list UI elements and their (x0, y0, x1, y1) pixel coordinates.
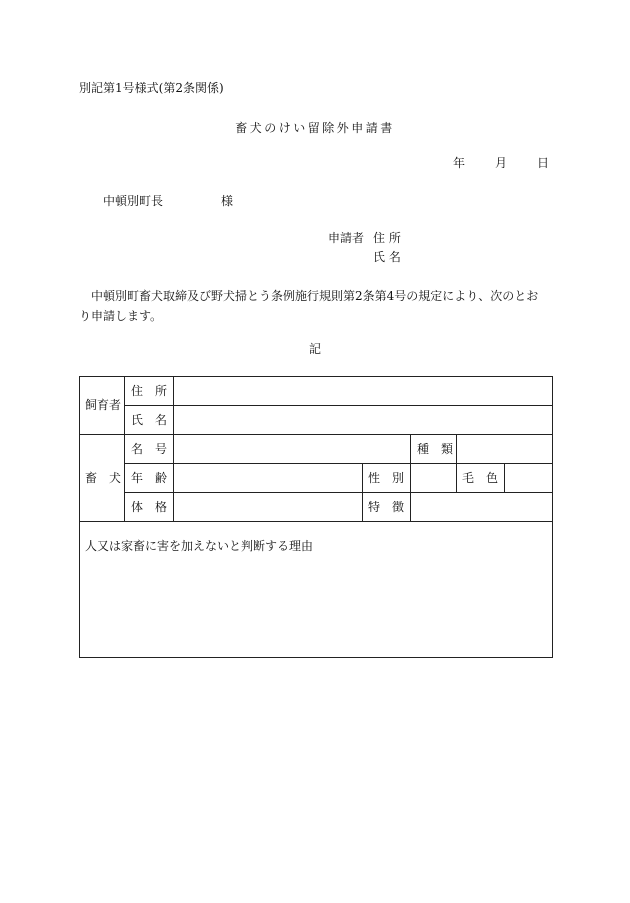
col-divider (410, 434, 411, 522)
row-divider (79, 521, 553, 522)
date-day: 日 (537, 156, 550, 170)
date-month: 月 (495, 156, 508, 170)
owner-address-label: 住 所 (131, 384, 168, 398)
table-border-right (552, 376, 553, 658)
addressee (103, 194, 233, 208)
col-divider (362, 463, 363, 522)
row-divider (124, 405, 553, 406)
col-divider (504, 463, 505, 493)
applicant-address-line (328, 231, 401, 245)
document-title: 畜犬のけい留除外申請書 (235, 121, 395, 135)
dog-build-label: 体 格 (131, 500, 168, 514)
dog-color-label: 毛 色 (462, 471, 499, 485)
row-divider (124, 492, 553, 493)
row-divider (124, 463, 553, 464)
dog-type-label: 種 類 (417, 442, 454, 456)
col-divider (456, 434, 457, 493)
table-border-top (79, 376, 553, 377)
applicant-address-label: 住 所 (373, 231, 401, 245)
addressee-suffix: 様 (221, 194, 234, 208)
applicant-label: 申請者 (328, 231, 365, 245)
reason-label: 人又は家畜に害を加えないと判断する理由 (85, 539, 314, 553)
dog-feature-label: 特 徴 (368, 500, 405, 514)
dog-sex-label: 性 別 (368, 471, 405, 485)
application-table (79, 376, 553, 658)
date-year: 年 (453, 156, 466, 170)
table-border-left (79, 376, 80, 658)
col-divider (124, 376, 125, 522)
dog-label: 畜 犬 (85, 471, 122, 485)
ki-heading: 記 (308, 342, 321, 356)
col-divider (173, 376, 174, 522)
applicant-name-label: 氏 名 (373, 250, 401, 264)
date-line (453, 156, 549, 170)
row-divider (79, 434, 553, 435)
owner-name-label: 氏 名 (131, 413, 168, 427)
table-border-bottom (79, 657, 553, 658)
dog-name-label: 名 号 (131, 442, 168, 456)
addressee-name: 中頓別町長 (103, 194, 164, 208)
dog-age-label: 年 齢 (131, 471, 168, 485)
form-reference: 別記第1号様式(第2条関係) (79, 81, 224, 95)
owner-label: 飼育者 (85, 398, 122, 412)
body-paragraph: 中頓別町畜犬取締及び野犬掃とう条例施行規則第2条第4号の規定により、次のとおり申請します。 (79, 289, 539, 323)
